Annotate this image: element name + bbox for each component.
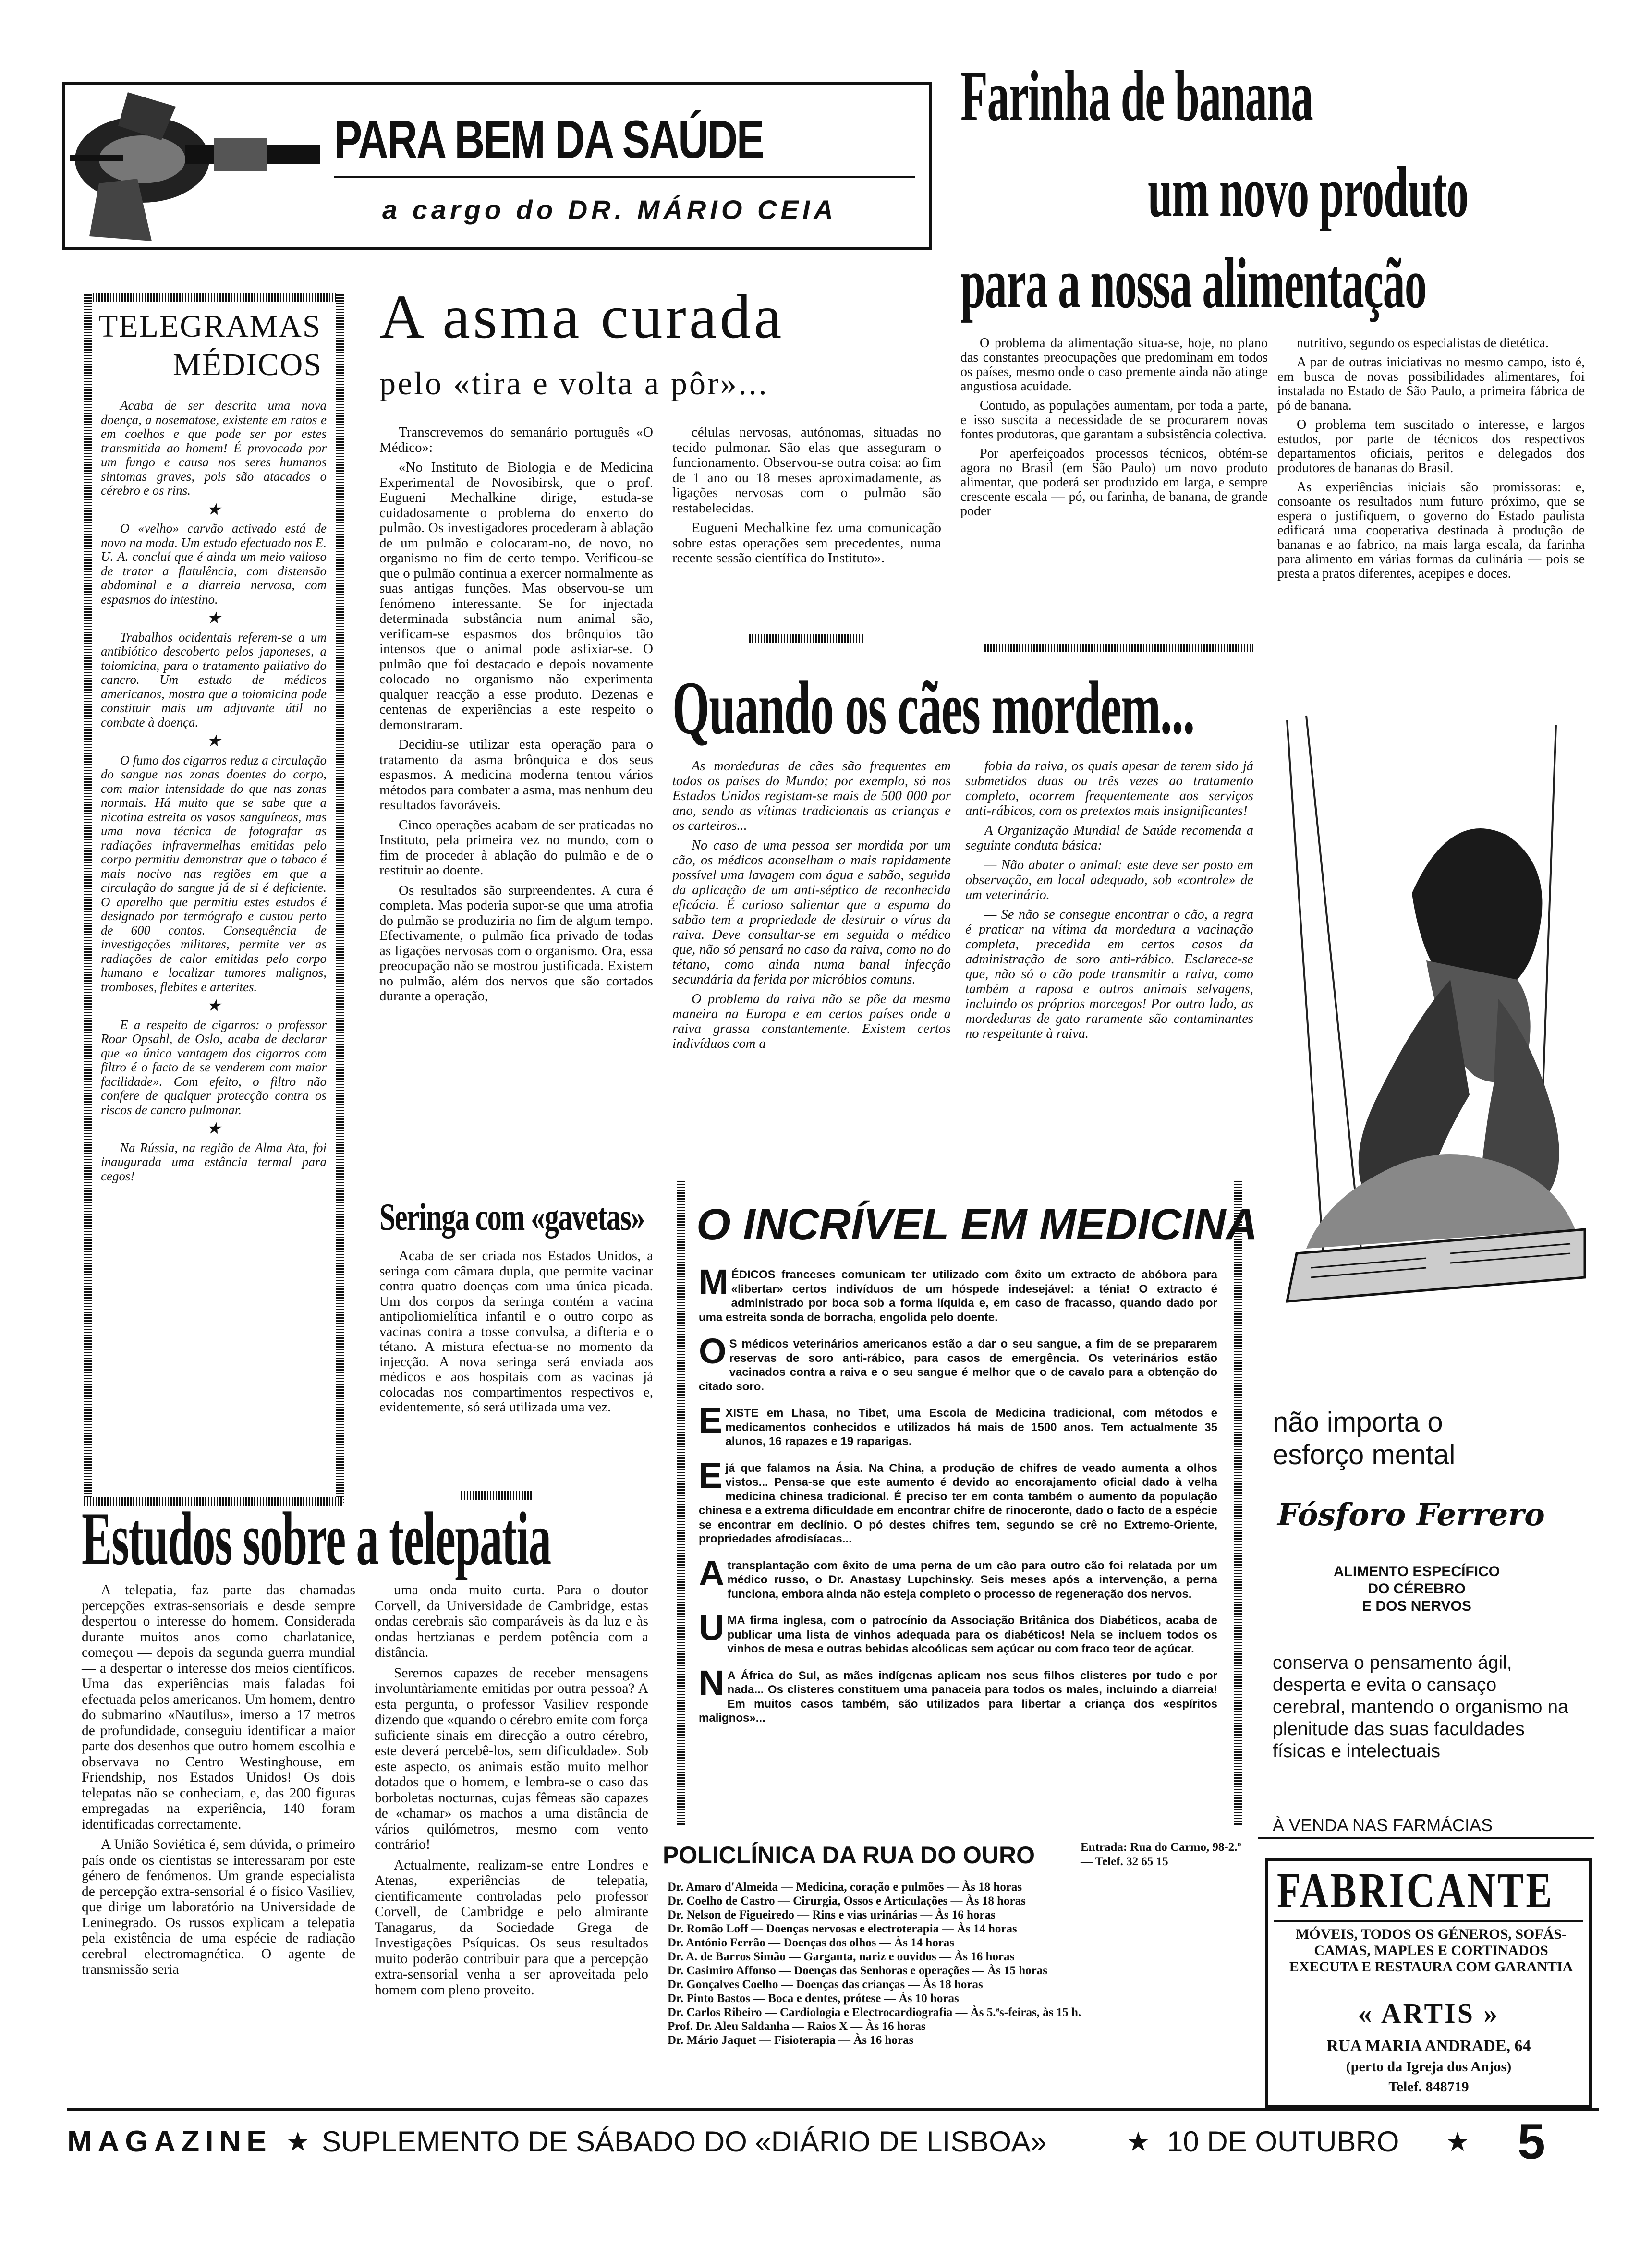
thinking-man-illustration — [1268, 711, 1594, 1393]
fosforo-tagline: ALIMENTO ESPECÍFICO DO CÉREBRO E DOS NERVOS — [1333, 1564, 1500, 1614]
star-icon: ★ — [206, 997, 221, 1015]
fosforo-headline-line2: esforço mental — [1273, 1439, 1456, 1470]
star-icon: ★ — [206, 1120, 221, 1138]
telegrama-item: Trabalhos ocidentais referem-se a um antibiótico descoberto pelos japoneses, a toiomicina, para o tratamento paliativo do cancro. Um estudo de médicos americanos, mostra que a toiomicina pode constituir mais um adjuvante útil no combate à doença. — [101, 630, 327, 729]
doctor-entry: Dr. Mário Jaquet — Fisioterapia — Às 16 horas — [668, 2034, 914, 2047]
section-header-box — [62, 82, 932, 250]
footer-date: 10 DE OUTUBRO — [1167, 2125, 1399, 2158]
fabricante-address: RUA MARIA ANDRADE, 64 — [1326, 2037, 1531, 2055]
footer-supplement: SUPLEMENTO DE SÁBADO DO «DIÁRIO DE LISBOA» — [322, 2125, 1047, 2158]
footer-bar — [67, 2115, 1599, 2168]
asma-title: A asma curada — [379, 282, 785, 352]
fabricante-phone: Telef. 848719 — [1388, 2079, 1469, 2095]
telegrama-item: Acaba de ser descrita uma nova doença, a nosematose, existente em ratos e em coelhos e que pode ser por estes transmitida ao homem! É provocada por um fungo e causa nos seres humanos sintomas graves, pois são atacados o cérebro e os rins. — [101, 398, 327, 498]
doctor-entry: Dr. Amaro d'Almeida — Medicina, coração e pulmões — Às 18 horas — [668, 1881, 1022, 1894]
fosforo-headline-line1: não importa o — [1273, 1407, 1443, 1438]
star-icon: ★ — [206, 732, 221, 750]
doctor-entry: Dr. Pinto Bastos — Boca e dentes, prótese — Às 10 horas — [668, 1992, 959, 2005]
asma-column-2: células nervosas, autónomas, situadas no tecido pulmonar. São elas que asseguram o funcionamento. Observou-se outra coisa: ao fim de 1 ano ou 18 meses aproximadamente, as ligações nervosas com o pulmão são restabelecidas. Eugueni Mechalkine fez uma comunicação sobre estas operações sem precedentes, numa recente sessão científica do Instituto». — [672, 425, 941, 566]
banana-title-line1: Farinha de banana — [960, 56, 1313, 136]
doctor-entry: Dr. Gonçalves Coelho — Doenças das crianças — Às 18 horas — [668, 1978, 983, 1991]
telepatia-column-1: A telepatia, faz parte das chamadas percepções extras-sensoriais e desde sempre despertou o interesse do homem. Considerada durante muitos anos como charlatanice, começou — depois da segunda guerra mundial — a despertar o interesse dos meios científicos. Uma das experiências mais faladas foi efectuada pelos americanos. Um homem, dentro do submarino «Nautilus», imerso a 17 metros de profundidade, conseguiu identificar a maior parte dos desenhos que outro homem escolhia e observava no Centro Westinghouse, em Friendship, nos Estados Unidos! Os dois telepatas não se conheciam, e, das 200 figuras empregadas na experiência, 140 foram identificadas correctamente. A União Soviética é, sem dúvida, o primeiro país onde os cientistas se interessaram por este género de fenómenos. Um grande especialista de percepção extra-sensorial é o físico Vasiliev, que dirige um laboratório na Universidade de Leninegrado. Os russos explicam a telepatia pela existência de uma espécie de radiação cerebral electromagnética. O agente de transmissão seria — [82, 1582, 355, 1977]
telepatia-column-2: uma onda muito curta. Para o doutor Corvell, da Universidade de Cambridge, estas ondas cerebrais são comparáveis às da luz e às ondas hertzianas e perdem potência com a distância. Seremos capazes de receber mensagens involuntàriamente emitidas por outra pessoa? A esta pergunta, o professor Vasiliev responde dizendo que «quando o cérebro emite com força suficiente sinais em direcção a outro cérebro, este deverá percebê-los, sem dificuldade». Sob este aspecto, os animais estão muito melhor dotados que o homem, e lembra-se o caso das borboletas nocturnas, cujas fêmeas são capazes de «chamar» os machos a uma distância de vários quilómetros, mesmo com vento contrário! Actualmente, realizam-se entre Londres e Atenas, experiências de telepatia, cientificamente controladas pelo professor Corvell, de Cambridge e pelo almirante Tanagarus, da Sociedade Grega de Investigações Psíquicas. Os seus resultados muito poderão contribuir para que a percepção extra-sensorial venha a ser aproveitada pelo homem com pleno proveito. — [375, 1582, 648, 1998]
fabricante-brand: « ARTIS » — [1358, 1998, 1500, 2029]
fosforo-footer: À VENDA NAS FARMÁCIAS — [1273, 1815, 1493, 1835]
fabricante-title: FABRICANTE — [1277, 1863, 1555, 1918]
caes-title: Quando os cães mordem... — [672, 666, 1194, 750]
incrivel-item: MÉDICOS franceses comunicam ter utilizado com êxito um extracto de abóbora para «libertar» certos indivíduos de um hóspede indesejável: a ténia! O extracto é administrado por boca sob a forma líquida e, em caso de fracasso, quando dado por uma estreita sonda de borracha, engolida pelo doente. — [699, 1262, 1217, 1324]
title-underline — [334, 176, 915, 178]
star-icon: ★ — [286, 2126, 310, 2157]
policlinica-address: Entrada: Rua do Carmo, 98-2.º — Telef. 32 65 15 — [1081, 1841, 1241, 1868]
fabricante-ad-box — [1265, 1858, 1592, 2108]
telegrama-item: O «velho» carvão activado está de novo na moda. Um estudo efectuado nos E. U. A. concluí que é ainda um meio valioso de tratar a flatulência, com distensão abdominal e a diarreia nervosa, com espasmos do intestino. — [101, 521, 327, 607]
star-icon: ★ — [1446, 2126, 1470, 2157]
telegramas-title-line1: TELEGRAMAS — [98, 309, 321, 344]
incrivel-item: EXISTE em Lhasa, no Tibet, uma Escola de Medicina tradicional, com métodos e medicamentos conhecidos e utilizados há mais de 1500 anos. Tem actualmente 35 alunos, 16 rapazes e 19 raparigas. — [699, 1400, 1217, 1448]
doctor-entry: Dr. Carlos Ribeiro — Cardiologia e Electrocardiografia — Às 5.ªs-feiras, às 15 h. — [668, 2006, 1081, 2019]
banana-title-line3: para a nossa alimentação — [960, 243, 1426, 323]
telegrama-item: Na Rússia, na região de Alma Ata, foi inaugurada uma estância termal para cegos! — [101, 1140, 327, 1183]
incrivel-left-stripe — [677, 1181, 685, 1825]
doctor-entry: Dr. António Ferrão — Doenças dos olhos — Às 14 horas — [668, 1936, 955, 1949]
star-icon: ★ — [206, 500, 221, 519]
telepatia-title: Estudos sobre a telepatia — [82, 1497, 551, 1581]
banana-divider — [984, 644, 1253, 652]
caes-column-1: As mordeduras de cães são frequentes em todos os países do Mundo; por exemplo, só nos Estados Unidos registam-se mais de 500 000 por ano, sendo as vítimas tradicionais as crianças e os carteiros... No caso de uma pessoa ser mordida por um cão, os médicos aconselham o mais rapidamente possível uma lavagem com água e sabão, seguida da aplicação de um anti-séptico de reconhecida eficácia. É curioso salientar que a espuma do sabão tem a propriedade de destruir o vírus da raiva. Deve consultar-se em seguida o médico que, não só pensará no caso da raiva, como no do tétano, como ainda numa banal infecção secundária da ferida por micróbios comuns. O problema da raiva não se põe da mesma maneira na Europa e em certos países onde a raiva grassa constantemente. Existem certos indivíduos com a — [672, 759, 951, 1051]
footer-magazine: MAGAZINE — [67, 2125, 272, 2158]
footer-rule — [67, 2108, 1599, 2111]
page-number: 5 — [1518, 2114, 1545, 2170]
fabricante-title-rule — [1274, 1920, 1583, 1922]
asma-column-1: Transcrevemos do semanário português «O Médico»: «No Instituto de Biologia e de Medicina Experimental de Novosibirsk, que o prof. Eugueni Mechalkine dirige, estuda-se cuidadosamente o problema do enxerto do pulmão. Os investigadores procederam à ablação de um pulmão e colocaram-no, de novo, no organismo no fim de certo tempo. Verificou-se que o pulmão continua a exercer normalmente as suas antigas funções. Mas observou-se um fenómeno interessante. Se for injectada determinada substância num animal são, verificam-se espasmos dos brônquios tão intensos que o animal pode asfixiar-se. O pulmão que foi destacado e depois novamente colocado no organismo não experimenta qualquer reacção a esse produto. Dezenas e centenas de experiências a este respeito o demonstraram. Decidiu-se utilizar esta operação para o tratamento da asma brônquica e dos seus espasmos. A medicina moderna tentou vários métodos para combater a asma, mas nenhum deu resultados favoráveis. Cinco operações acabam de ser praticadas no Instituto, pela primeira vez no mundo, com o fim de proceder à ablação do pulmão e de o restituir ao doente. Os resultados são surpreendentes. A cura é completa. Mas poderia supor-se que uma atrofia do pulmão se produziria no fim de algum tempo. Efectivamente, o pulmão fica privado de todas as ligações nervosas com o organismo. Ora, essa preocupação não se mostrou justificada. Existem no pulmão, além dos nervos que são cortados durante a operação, — [379, 425, 653, 1004]
telegramas-left-stripe — [84, 293, 92, 1503]
banana-title-line2: um novo produto — [1148, 152, 1469, 232]
asma-subtitle: pelo «tira e volta a pôr»... — [379, 365, 769, 401]
doctor-entry: Dr. Coelho de Castro — Cirurgia, Ossos e Articulações — Às 18 horas — [668, 1895, 1026, 1907]
seringa-title: Seringa com «gavetas» — [379, 1196, 644, 1239]
banana-column-2: nutritivo, segundo os especialistas de dietética. A par de outras iniciativas no mesmo campo, isto é, em busca de novas possibilidades alimentares, foi instalada no Estado de São Paulo, a primeira fábrica de pó de banana. O problema tem suscitado o interesse, e largos estudos, por parte de técnicos dos respectivos departamentos oficiais, peritos e delegados dos produtores de bananas do Brasil. As experiências iniciais são promissoras: e, consoante os resultados num futuro próximo, que se espera o justifiquem, o governo do Estado paulista edificará uma cooperativa destinada à produção de bananas e ao fabrico, na mais larga escala, da farinha para alimento em várias formas da culinária — pois se presta a pratos diferentes, acepipes e doces. — [1277, 336, 1585, 581]
incrivel-title: O INCRÍVEL EM MEDICINA — [696, 1200, 1258, 1249]
telegramas-top-stripe — [84, 293, 343, 302]
incrivel-item: N A África do Sul, as mães indígenas aplicam nos seus filhos clisteres por tudo e por nada... Os clisteres constituem uma panaceia para todos os males, incluindo a diarreia! Em muitos casos também, são utilizados para libertar a criança dos «espíritos malignos»... — [699, 1663, 1217, 1725]
incrivel-body — [699, 1262, 1217, 1738]
doctor-entry: Dr. Nelson de Figueiredo — Rins e vias urinárias — Às 16 horas — [668, 1908, 996, 1921]
telegramas-right-stripe — [336, 293, 344, 1503]
telegrama-item: O fumo dos cigarros reduz a circulação do sangue nas zonas doentes do corpo, com maior intensidade do que nas zonas normais. Há muito que se sabe que a nicotina estreita os vasos sanguíneos, mas uma nova técnica de fotografar as radiações infravermelhas emitidas pelo corpo permitiu demonstrar que o tabaco é mais nocivo nas regiões em que a circulação do sangue já de si é deficiente. O aparelho que permitiu estes estudos é designado por termógrafo e custou perto de 600 contos. Consequência de investigações militares, permite ver as radiações de calor emitidas pelo corpo humano e localizar tumores malignos, tromboses, flebites e arterites. — [101, 753, 327, 994]
doctor-entry: Prof. Dr. Aleu Saldanha — Raios X — Às 16 horas — [668, 2020, 926, 2033]
fabricante-body: MÓVEIS, TODOS OS GÉNEROS, SOFÁS-CAMAS, MAPLES E CORTINADOS EXECUTA E RESTAURA COM GARANTIA — [1289, 1926, 1573, 1975]
telegrama-item: E a respeito de cigarros: o professor Roar Opsahl, de Oslo, acaba de declarar que «a única vantagem dos cigarros com filtro é o facto de se venderem com maior facilidade». Com efeito, o filtro não confere de qualquer protecção contra os riscos de cancro pulmonar. — [101, 1017, 327, 1117]
doctor-entry: Dr. Casimiro Affonso — Doenças das Senhoras e operações — Às 15 horas — [668, 1964, 1047, 1977]
incrivel-item: UMA firma inglesa, com o patrocínio da Associação Britânica dos Diabéticos, acaba de publicar uma lista de vinhos adequada para os diabéticos! Nela se incluem todos os vinhos de mesa e outras bebidas alcoólicas sem açúcar ou com fraco teor de açúcar. — [699, 1608, 1217, 1655]
seringa-body: Acaba de ser criada nos Estados Unidos, a seringa com câmara dupla, que permite vacinar contra quatro doenças com uma única picada. Um dos corpos da seringa contém a vacina antipoliomielítica infantil e o outro corpo as vacinas contra a tosse convulsa, a difteria e o tétano. A mistura efectua-se no momento da injecção. A nova seringa será enviada aos médicos e aos hospitais com as vacinas já colocadas nos compartimentos respectivos e, evidentemente, só será utilizada uma vez. — [379, 1248, 653, 1415]
fosforo-body: conserva o pensamento ágil, desperta e evita o cansaço cerebral, mantendo o organismo na plenitude das suas faculdades físicas e intelectuais — [1273, 1652, 1568, 1761]
policlinica-title: POLICLÍNICA DA RUA DO OURO — [663, 1842, 1035, 1869]
telegramas-title-line2: MÉDICOS — [173, 347, 323, 382]
banana-column-1: O problema da alimentação situa-se, hoje, no plano das constantes preocupações que predominam em todos os países, mesmo onde o caso premente ainda não atinge angustiosa acuidade. Contudo, as populações aumentam, por toda a parte, e isso suscita a necessidade de se procurarem novas fontes produtoras, que garantam a subsistência colectiva. Por aperfeiçoados processos técnicos, obtém-se agora no Brasil (em São Paulo) um novo produto alimentar, que poderá ser produzido em larga, e sempre crescente escala — pó, ou farinha, de banana, de grande poder — [960, 336, 1268, 519]
incrivel-item: A transplantação com êxito de uma perna de um cão para outro cão foi relatada por um médico russo, o Dr. Anastasy Lupchinsky. Seis meses após a intervenção, a perna funciona, embora ainda não esteja completo o processo de regeneração dos nervos. — [699, 1553, 1217, 1601]
incrivel-right-stripe — [1234, 1181, 1242, 1825]
doctor-entry: Dr. A. de Barros Simão — Garganta, nariz e ouvidos — Às 16 horas — [668, 1950, 1015, 1963]
fabricante-address-note: (perto da Igreja dos Anjos) — [1346, 2059, 1512, 2075]
incrivel-item: O S médicos veterinários americanos estão a dar o seu sangue, a fim de se prepararem reservas de soro anti-rábico, para casos de emergência. Os veterinários estão vacinados contra a raiva e o seu sangue é melhor que o de cavalo para a obtenção do citado soro. — [699, 1331, 1217, 1393]
section-title: PARA BEM DA SAÚDE — [334, 109, 764, 170]
caes-column-2: fobia da raiva, os quais apesar de terem sido já submetidos duas ou três vezes ao tratamento completo, ocorrem frequentemente aos serviços anti-rábicos, com os pretextos mais insignificantes! A Organização Mundial de Saúde recomenda a seguinte conduta básica: — Não abater o animal: este deve ser posto em observação, em local adequado, sob «controle» de um veterinário. — Se não se consegue encontrar o cão, a regra é praticar na vítima da mordedura a vacinação completa, precedida em certos casos da administração de soro anti-rábico. Esclarece-se que, não só o cão pode transmitir a raiva, como também a raposa e outros animais selvagens, incluindo os próprios morcegos! Por outro lado, as mordeduras de gato raramente são contaminantes no respeitante à raiva. — [965, 759, 1253, 1041]
section-byline: a cargo do DR. MÁRIO CEIA — [382, 194, 837, 225]
star-icon: ★ — [1126, 2126, 1151, 2157]
policlinica-doctor-list — [668, 1880, 1253, 2047]
star-icon: ★ — [206, 609, 221, 627]
telegramas-body — [101, 399, 327, 1188]
doctor-entry: Dr. Romão Loff — Doenças nervosas e electroterapia — Às 14 horas — [668, 1922, 1017, 1935]
microscope-illustration — [70, 87, 320, 246]
fosforo-brand-logo: Fósforo Ferrero — [1277, 1497, 1545, 1533]
asma-divider — [749, 634, 864, 643]
fosforo-footer-rule — [1258, 1837, 1594, 1839]
incrivel-item: E já que falamos na Ásia. Na China, a produção de chifres de veado aumenta a olhos vistos... Pensa-se que este aumento é devido ao encorajamento oficial dado à velha medicina chinesa tradicional. É preciso ter em conta também o aumento da população chinesa e a extrema dificuldade em encontrar chifre de rinoceronte, dado o facto de a espécie se encontrar em declínio. O pó destes chifres tem, segundo se crê no Extremo-Oriente, propriedades afrodisíacas... — [699, 1455, 1217, 1545]
